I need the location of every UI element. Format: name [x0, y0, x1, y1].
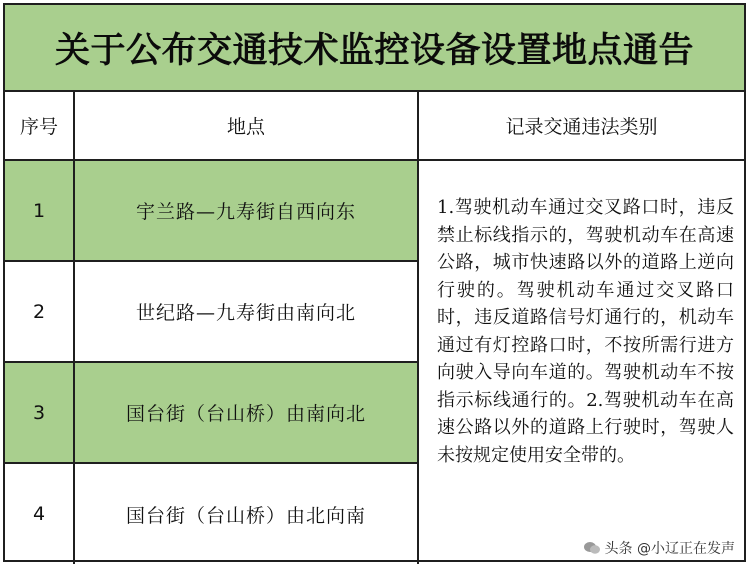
- row-4-number: 4: [5, 464, 75, 564]
- row-2-location: 世纪路—九寿街由南向北: [75, 262, 419, 363]
- row-1-number: 1: [5, 161, 75, 262]
- notice-title: 关于公布交通技术监控设备设置地点通告: [5, 5, 744, 92]
- violations-description: 1.驾驶机动车通过交叉路口时，违反禁止标线指示的，驾驶机动车在高速公路，城市快速路以外的道路上逆向行驶的。驾驶机动车通过交叉路口时，违反道路信号灯通行的，机动车通过有灯控路口时，不按所需行进方向驶入导向车道的。驾驶机动车不按指示标线通行的。2.驾驶机动车在高速公路以外的道路上行驶时，驾驶人未按规定使用安全带的。: [437, 197, 734, 466]
- row-3-location: 国台街（台山桥）由南向北: [75, 363, 419, 464]
- watermark-text: 头条 @小辽正在发声: [604, 541, 735, 557]
- row-4-location: 国台街（台山桥）由北向南: [75, 464, 419, 564]
- notice-table: [3, 3, 746, 562]
- header-location: 地点: [75, 92, 419, 161]
- watermark: [579, 537, 739, 559]
- row-2-number: 2: [5, 262, 75, 363]
- header-number: 序号: [5, 92, 75, 161]
- row-3-number: 3: [5, 363, 75, 464]
- header-violations: 记录交通违法类别: [419, 92, 744, 161]
- row-1-location: 宇兰路—九寿街自西向东: [75, 161, 419, 262]
- wechat-icon: [583, 541, 601, 555]
